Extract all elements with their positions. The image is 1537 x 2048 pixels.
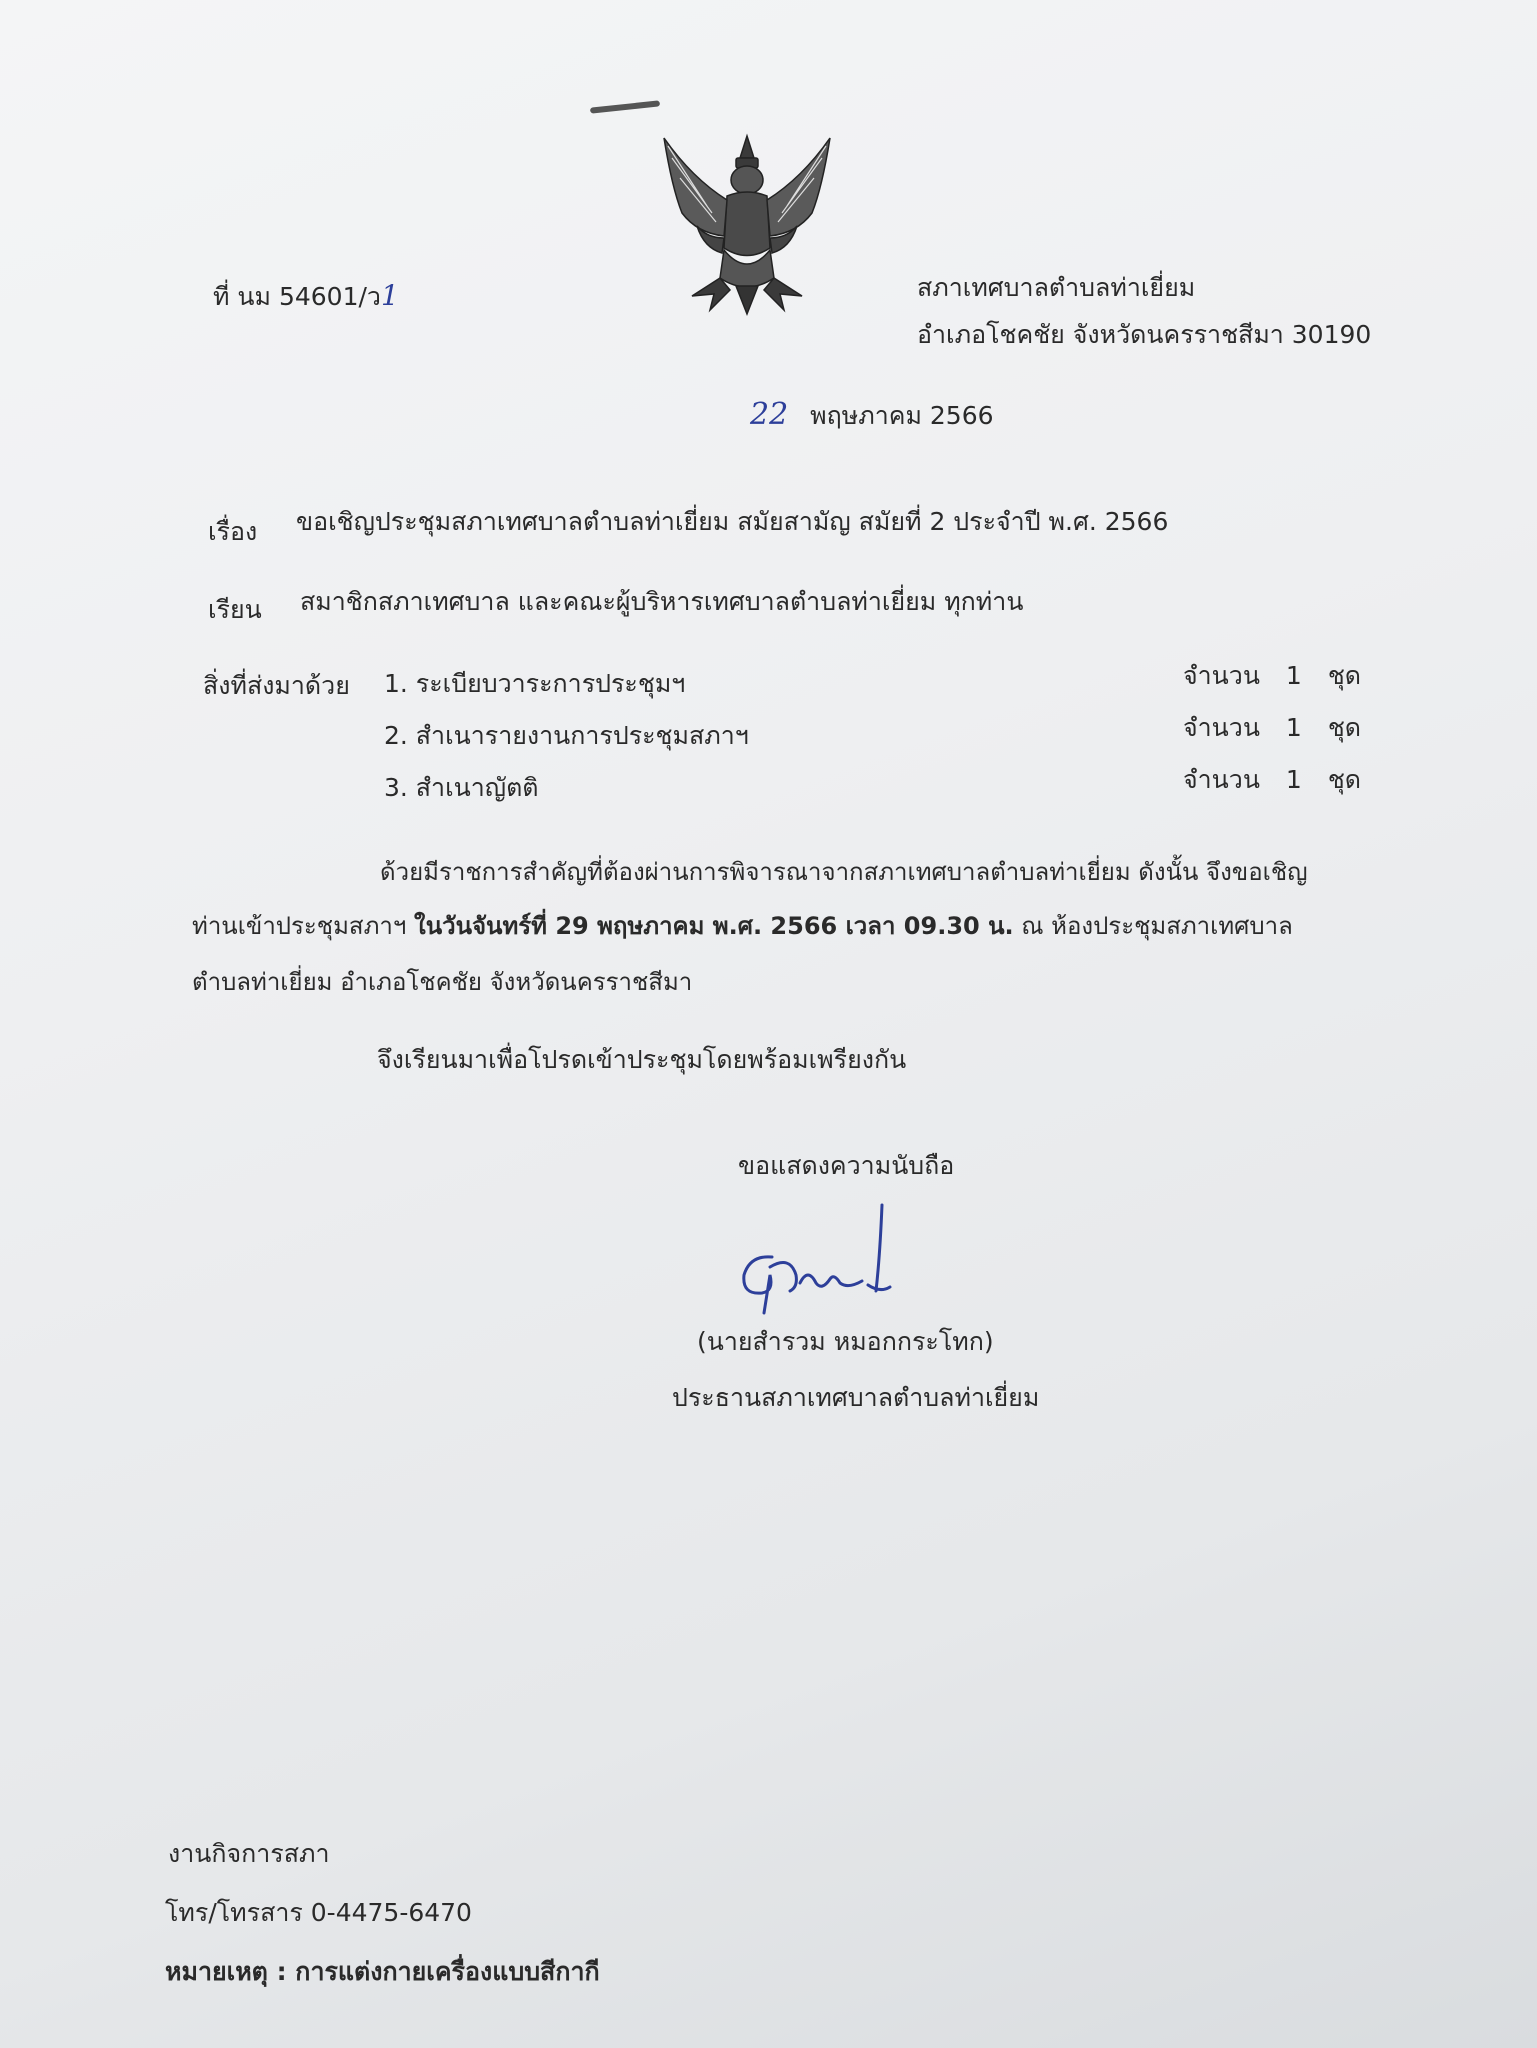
subject-label: เรื่อง <box>208 517 258 546</box>
pen-mark <box>590 100 660 113</box>
reference-number: ที่ นม 54601/ว1 <box>213 279 399 312</box>
signatory-position: ประธานสภาเทศบาลตำบลท่าเยี่ยม <box>672 1383 1040 1412</box>
organization-address: อำเภอโชคชัย จังหวัดนครราชสีมา 30190 <box>917 320 1372 349</box>
body-line-2: ท่านเข้าประชุมสภาฯ ในวันจันทร์ที่ 29 พฤษภาคม พ.ศ. 2566 เวลา 09.30 น. ณ ห้องประชุมสภาเทศบาล <box>192 912 1293 940</box>
closing-request: จึงเรียนมาเพื่อโปรดเข้าประชุมโดยพร้อมเพรียงกัน <box>377 1045 907 1074</box>
organization-name: สภาเทศบาลตำบลท่าเยี่ยม <box>917 273 1196 302</box>
letter-date: 22 พฤษภาคม 2566 <box>750 397 994 432</box>
signatory-name: (นายสำรวม หมอกกระโทก) <box>697 1327 994 1356</box>
enclosure-quantity: จำนวน 1 ชุด <box>1183 765 1362 794</box>
body-line-1: ด้วยมีราชการสำคัญที่ต้องผ่านการพิจารณาจากสภาเทศบาลตำบลท่าเยี่ยม ดังนั้น จึงขอเชิญ <box>380 858 1308 886</box>
footer-phone: โทร/โทรสาร 0-4475-6470 <box>165 1898 472 1927</box>
regards: ขอแสดงความนับถือ <box>738 1151 955 1180</box>
garuda-emblem-icon <box>652 118 842 318</box>
recipient-text: สมาชิกสภาเทศบาล และคณะผู้บริหารเทศบาลตำบลท่าเยี่ยม ทุกท่าน <box>300 587 1024 616</box>
footer-note: หมายเหตุ : การแต่งกายเครื่องแบบสีกากี <box>165 1957 600 1986</box>
enclosure-quantity: จำนวน 1 ชุด <box>1183 713 1362 742</box>
footer-department: งานกิจการสภา <box>168 1839 330 1868</box>
enclosure-quantity: จำนวน 1 ชุด <box>1183 661 1362 690</box>
enclosure-item: 3. สำเนาญัตติ <box>384 773 539 802</box>
subject-text: ขอเชิญประชุมสภาเทศบาลตำบลท่าเยี่ยม สมัยสามัญ สมัยที่ 2 ประจำปี พ.ศ. 2566 <box>296 507 1169 536</box>
body-line-3: ตำบลท่าเยี่ยม อำเภอโชคชัย จังหวัดนครราชสีมา <box>192 968 693 996</box>
signature-icon <box>730 1195 910 1315</box>
enclosures-label: สิ่งที่ส่งมาด้วย <box>203 671 350 700</box>
enclosure-item: 1. ระเบียบวาระการประชุมฯ <box>384 669 686 698</box>
enclosure-item: 2. สำเนารายงานการประชุมสภาฯ <box>384 721 749 750</box>
recipient-label: เรียน <box>208 595 262 624</box>
